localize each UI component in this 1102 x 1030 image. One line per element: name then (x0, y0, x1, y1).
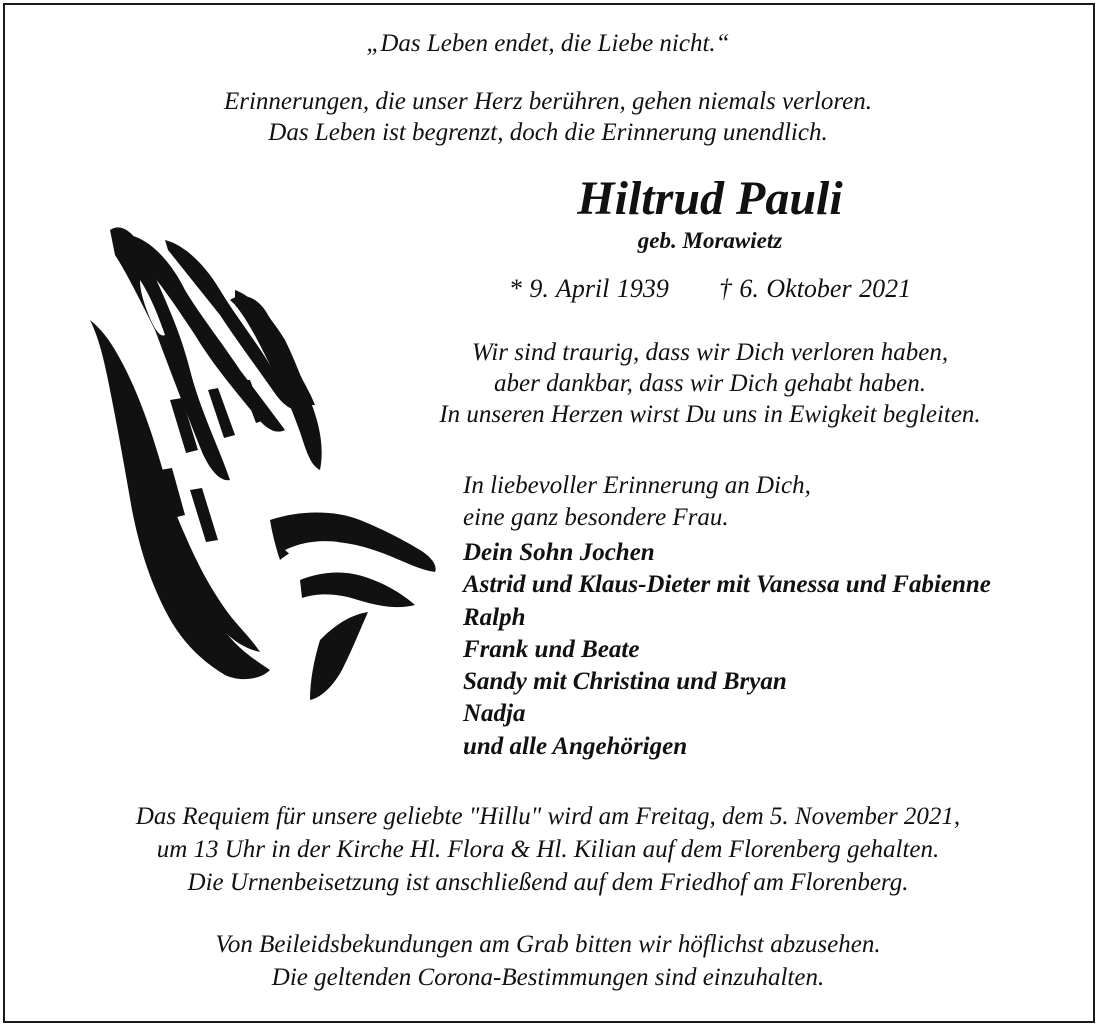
family-member: Nadja (463, 700, 526, 728)
family-member: Dein Sohn Jochen (463, 539, 655, 566)
closing-words (463, 470, 811, 534)
birth-name: geb. Morawietz (637, 228, 783, 253)
family-member: Ralph (463, 603, 526, 631)
quote: „Das Leben endet, die Liebe nicht.“ (366, 30, 730, 57)
family-member: Frank und Beate (463, 635, 640, 663)
verse-line: Wir sind traurig, dass wir Dich verloren haben, (471, 339, 949, 366)
note-line: Die geltenden Corona-Bestimmungen sind einzuhalten. (271, 964, 825, 991)
note-line: Von Beileidsbekundungen am Grab bitten wir höflichst abzusehen. (215, 931, 881, 958)
birth-date: * 9. April 1939 (508, 274, 669, 303)
notes (0, 928, 1096, 994)
family-member: Astrid und Klaus-Dieter mit Vanessa und Fabienne (463, 571, 991, 599)
intro-line: Das Leben ist begrenzt, doch die Erinnerung unendlich. (268, 119, 828, 146)
family-member: Sandy mit Christina und Bryan (463, 668, 787, 696)
intro-text (0, 86, 1096, 148)
closing-line: eine ganz besondere Frau. (463, 504, 729, 531)
verse-line: aber dankbar, dass wir Dich gehabt haben. (494, 370, 926, 397)
life-dates (430, 274, 990, 304)
family-signatures (463, 537, 991, 763)
intro-line: Erinnerungen, die unser Herz berühren, gehen niemals verloren. (223, 88, 873, 115)
deceased-name: Hiltrud Pauli (577, 172, 843, 225)
praying-hands-icon (70, 220, 440, 700)
service-line: Das Requiem für unsere geliebte "Hillu" wird am Freitag, dem 5. November 2021, (135, 803, 961, 830)
service-info (0, 800, 1096, 899)
service-line: um 13 Uhr in der Kirche Hl. Flora & Hl. Kilian auf dem Florenberg gehalten. (156, 836, 940, 863)
verse-line: In unseren Herzen wirst Du uns in Ewigkeit begleiten. (439, 401, 981, 428)
verse (380, 337, 1040, 430)
closing-line: In liebevoller Erinnerung an Dich, (463, 472, 811, 499)
service-line: Die Urnenbeisetzung ist anschließend auf dem Friedhof am Florenberg. (187, 869, 909, 896)
family-member: und alle Angehörigen (463, 732, 688, 760)
death-date: † 6. Oktober 2021 (718, 274, 912, 303)
